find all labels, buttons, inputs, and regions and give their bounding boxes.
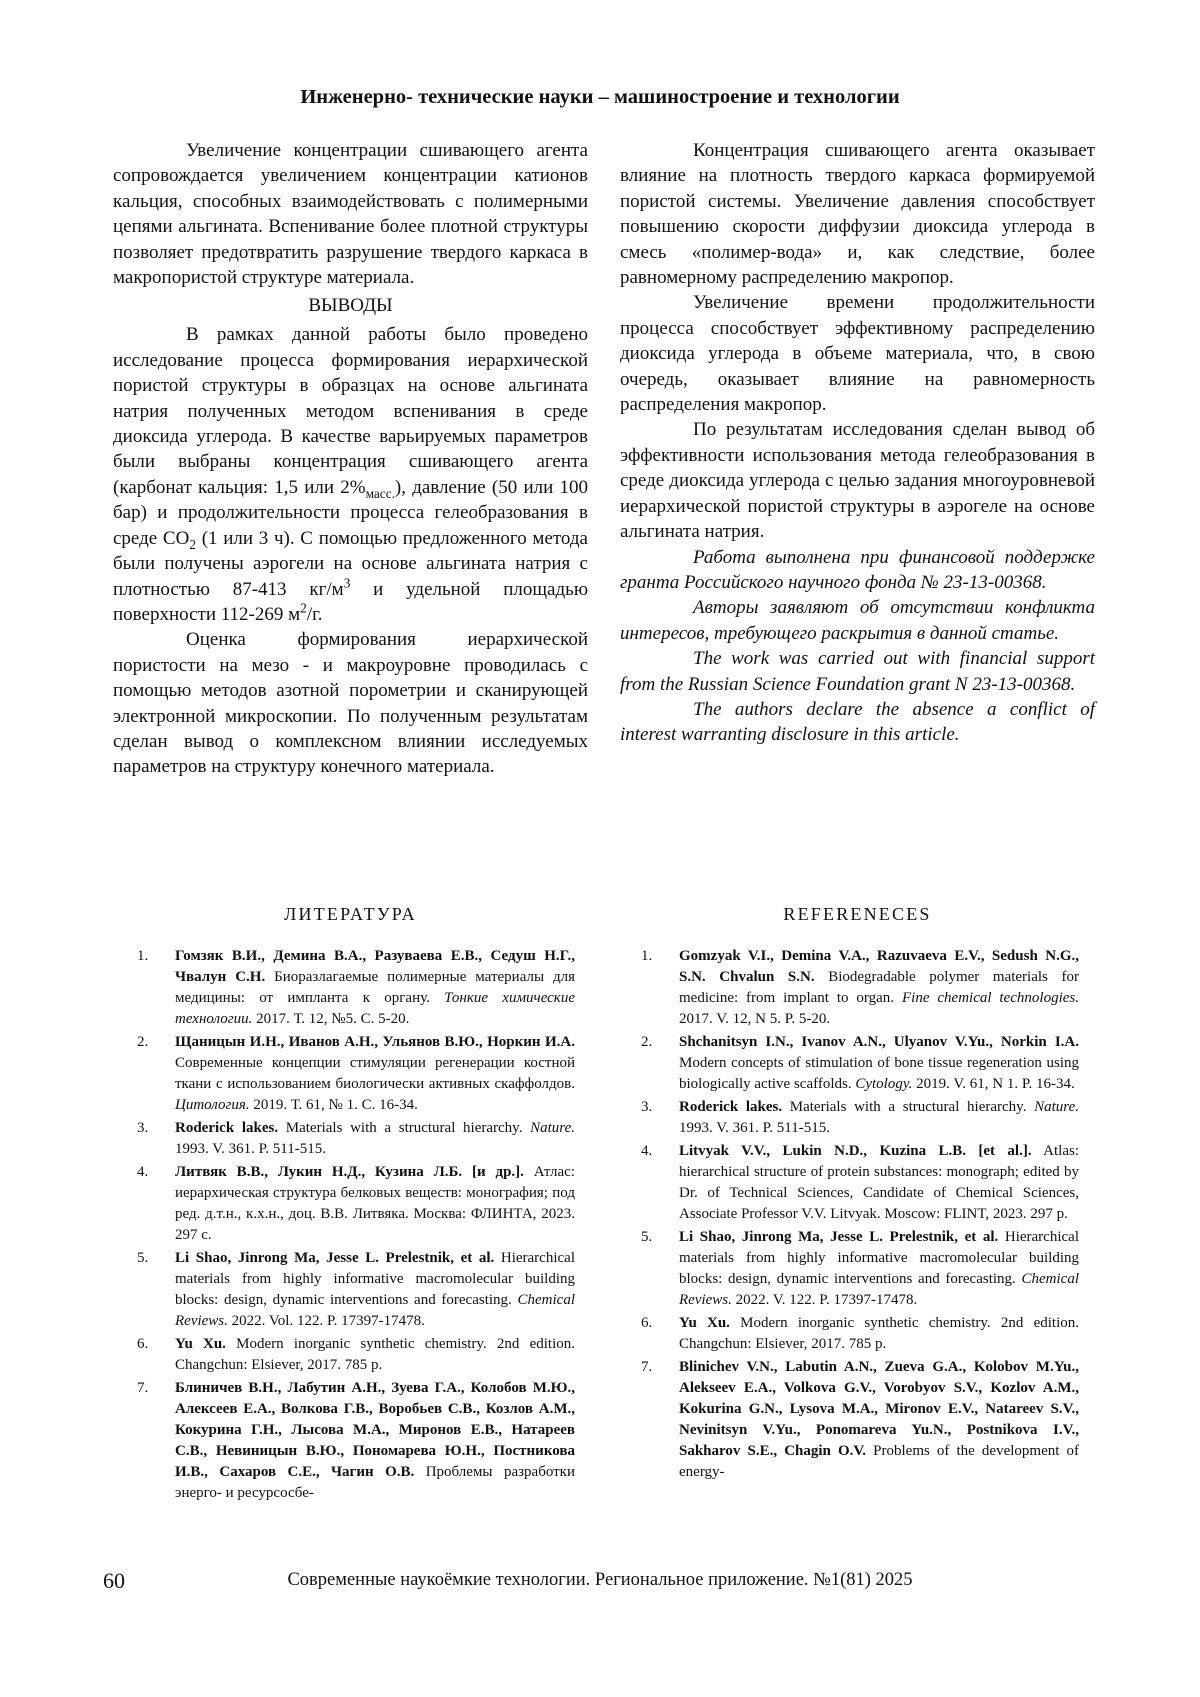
reference-text: Materials with a structural hierarchy. [278,1120,531,1136]
reference-authors: Gomzyak V.I., Demina V.A., Razuvaeva E.V., Sedush N.G., S.N. Chvalun S.N. [679,948,1079,985]
reference-authors: Yu Xu. [679,1315,730,1331]
text-run: В рамках данной работы было проведено исследование процесса формирования иерархической пористой структуры в образцах на основе альгината натрия полученных методом вспенивания в среде диоксида углерода. В качестве варьируемых параметров были выбраны концентрация сшивающего агента (карбонат кальция: 1,5 или 2% [113,324,588,498]
superscript: 2 [300,600,307,616]
subscript: 2 [189,536,196,552]
reference-journal: Тонкие химические технологии. [175,990,575,1027]
paragraph: Оценка формирования иерархической пористости на мезо - и макроуровне проводилась с помощью методов азотной порометрии и сканирующей электронной микроскопии. По полученным результатам сделан вывод о комплексном влиянии исследуемых параметров на структуру конечного материала. [113,629,588,778]
paragraph: Увеличение концентрации сшивающего агента сопровождается увеличением концентрации катионов кальция, способных взаимодействовать с полимерными цепями альгината. Вспенивание более плотной структуры позволяет предотвратить разрушение твердого каркаса в макропористой структуре материала. [113,140,588,289]
reference-authors: Гомзяк В.И., Демина В.А., Разуваева Е.В., Седуш Н.Г., Чвалун С.Н. [175,948,575,985]
right-column [620,138,1095,748]
reference-number: 4. [137,1164,149,1180]
reference-item [137,1162,575,1246]
reference-text: Атлас: иерархическая структура белковых веществ: монография; под ред. д.т.н., к.х.н., доц. В.В. Литвяка. Москва: ФЛИНТА, 2023. 297 с. [175,1164,575,1243]
reference-journal: Nature. [1034,1099,1079,1115]
left-column [113,138,588,780]
reference-authors: Roderick lakes. [679,1099,783,1115]
reference-tail: 2019. V. 61, N 1. P. 16-34. [912,1076,1075,1092]
reference-journal: Nature. [530,1120,575,1136]
reference-item [137,1378,575,1504]
reference-number: 7. [137,1380,149,1396]
reference-text: Biodegradable polymer materials for medicine: from implant to organ. [679,969,1079,1006]
funding-note-en: The work was carried out with financial support from the Russian Science Foundation grant N 23-13-00368. [620,648,1095,695]
reference-item [137,1334,575,1376]
reference-text: Problems of the development of energy- [679,1443,1079,1480]
reference-authors: Yu Xu. [175,1336,226,1352]
reference-item [137,1118,575,1160]
reference-item [641,1097,1079,1139]
subscript: масс. [365,485,395,501]
reference-number: 2. [137,1034,149,1050]
reference-journal: Cytology. [855,1076,913,1092]
literature-list [137,946,575,1506]
reference-authors: Shchanitsyn I.N., Ivanov A.N., Ulyanov V.Yu., Norkin I.A. [679,1034,1079,1050]
reference-text: Биоразлагаемые полимерные материалы для медицины: от импланта к органу. [175,969,575,1006]
text-run: и удельной площадью поверхности 112-269 м [113,578,589,625]
paragraph [113,322,588,627]
reference-item [641,1141,1079,1225]
paragraph: По результатам исследования сделан вывод об эффективности использования метода гелеобразования в среде диоксида углерода с целью задания многоуровневой иерархической пористой структуры в аэрогеле на основе альгината натрия. [620,419,1095,543]
paragraph: Концентрация сшивающего агента оказывает влияние на плотность твердого каркаса формируемой пористой системы. Увеличение давления способствует повышению скорости диффузии диоксида углерода в смесь «полимер-вода» и, как следствие, более равномерному распределению макропор. [620,140,1095,289]
reference-number: 3. [137,1120,149,1136]
funding-note: Работа выполнена при финансовой поддержке гранта Российского научного фонда № 23-13-00368. [620,546,1095,593]
paragraph: Увеличение времени продолжительности процесса способствует эффективному распределению диоксида углерода в объеме материала, что, в свою очередь, оказывает влияние на равномерность распределения макропор. [620,292,1095,416]
page-number: 60 [103,1568,125,1593]
reference-authors: Li Shao, Jinrong Ma, Jesse L. Prelestnik, et al. [679,1229,999,1245]
references-list [641,946,1079,1485]
reference-text: Hierarchical materials from highly informative macromolecular building blocks: design, dynamic interventions and forecasting. [175,1250,575,1308]
reference-text: Hierarchical materials from highly informative macromolecular building blocks: design, dynamic interventions and forecasting. [679,1229,1079,1287]
reference-tail: 2019. Т. 61, № 1. С. 16-34. [249,1097,418,1113]
reference-text: Modern inorganic synthetic chemistry. 2nd edition. Changchun: Elsiever, 2017. 785 p. [175,1336,575,1373]
reference-text: Atlas: hierarchical structure of protein substances: monograph; edited by Dr. of Technical Sciences, Candidate of Chemical Sciences, Associate Professor V.V. Litvyak. Moscow: FLINT, 2023. 297 p. [679,1143,1079,1222]
journal-footer: Современные наукоёмкие технологии. Региональное приложение. №1(81) 2025 [287,1570,913,1590]
reference-item [137,1032,575,1116]
reference-item [641,1313,1079,1355]
conflict-note-en: The authors declare the absence a conflict of interest warranting disclosure in this article. [620,698,1095,746]
text-run: ), давление (50 или 100 бар) и продолжительности процесса гелеобразования в среде CO [113,476,588,549]
literature-heading: ЛИТЕРАТУРА [284,904,417,924]
reference-text: Materials with a structural hierarchy. [782,1099,1035,1115]
reference-authors: Litvyak V.V., Lukin N.D., Kuzina L.B. [et al.]. [679,1143,1032,1159]
superscript: 3 [343,575,351,591]
reference-text: Современные концепции стимуляции регенерации костной ткани с использованием биологически активных скаффолдов. [175,1055,575,1092]
reference-tail: 2017. V. 12, N 5. P. 5-20. [679,1011,831,1027]
reference-journal: Chemical Reviews. [679,1271,1079,1308]
reference-tail: 1993. V. 361. P. 511-515. [679,1120,830,1136]
reference-journal: Цитология. [175,1097,250,1113]
reference-journal: Fine chemical technologies. [901,990,1079,1006]
reference-authors: Li Shao, Jinrong Ma, Jesse L. Prelestnik, et al. [175,1250,495,1266]
reference-number: 6. [137,1336,149,1352]
reference-number: 1. [641,948,653,964]
text-run: (1 или 3 ч). С помощью предложенного метода были получены аэрогели на основе альгината натрия с плотностью 87-413 кг/м [113,527,588,600]
reference-tail: 2022. Vol. 122. P. 17397-17478. [227,1313,425,1329]
reference-number: 5. [641,1229,653,1245]
reference-text: Проблемы разработки энерго- и ресурсосбе- [175,1464,575,1501]
reference-item [137,1248,575,1332]
reference-authors: Щаницын И.Н., Иванов А.Н., Ульянов В.Ю., Норкин И.А. [175,1034,575,1050]
reference-number: 4. [641,1143,653,1159]
reference-number: 3. [641,1099,653,1115]
reference-tail: 2017. Т. 12, №5. С. 5-20. [252,1011,410,1027]
reference-item [641,1357,1079,1483]
reference-text: Modern inorganic synthetic chemistry. 2nd edition. Changchun: Elsiever, 2017. 785 p. [679,1315,1079,1352]
reference-item [137,946,575,1030]
reference-authors: Roderick lakes. [175,1120,279,1136]
reference-number: 6. [641,1315,653,1331]
conflict-note: Авторы заявляют об отсутствии конфликта интересов, требующего раскрытия в данной статье. [620,597,1095,644]
reference-number: 2. [641,1034,653,1050]
reference-number: 5. [137,1250,149,1266]
reference-item [641,1032,1079,1095]
reference-tail: 1993. V. 361. P. 511-515. [175,1141,326,1157]
reference-tail: 2022. V. 122. P. 17397-17478. [731,1292,918,1308]
references-heading: REFERENECES [783,904,932,924]
page-header: Инженерно- технические науки – машиностроение и технологии [300,86,900,108]
reference-item [641,946,1079,1030]
reference-authors: Литвяк В.В., Лукин Н.Д., Кузина Л.Б. [и др.]. [175,1164,524,1180]
reference-journal: Chemical Reviews. [175,1292,575,1329]
reference-number: 1. [137,948,149,964]
reference-authors: Блиничев В.Н., Лабутин А.Н., Зуева Г.А., Колобов М.Ю., Алексеев Е.А., Волкова Г.В., Воробьев С.В., Козлов А.М., Кокурина Г.Н., Лысова М.А., Миронов Е.В., Натареев С.В., Невиницын В.Ю., Пономарева Ю.Н., Постникова И.В., Сахаров С.Е., Чагин О.В. [175,1380,575,1480]
conclusions-heading: ВЫВОДЫ [308,295,393,317]
text-run: /г. [306,603,323,625]
reference-text: Modern concepts of stimulation of bone tissue regeneration using biologically active scaffolds. [679,1055,1079,1092]
reference-item [641,1227,1079,1311]
reference-authors: Blinichev V.N., Labutin A.N., Zueva G.A., Kolobov M.Yu., Alekseev E.A., Volkova G.V., Vorobyov S.V., Kozlov A.M., Kokurina G.N., Lysova M.A., Mironov E.V., Natareev S.V., Nevinitsyn V.Yu., Ponomareva Yu.N., Postnikova I.V., Sakharov S.E., Chagin O.V. [679,1359,1079,1459]
reference-number: 7. [641,1359,653,1375]
